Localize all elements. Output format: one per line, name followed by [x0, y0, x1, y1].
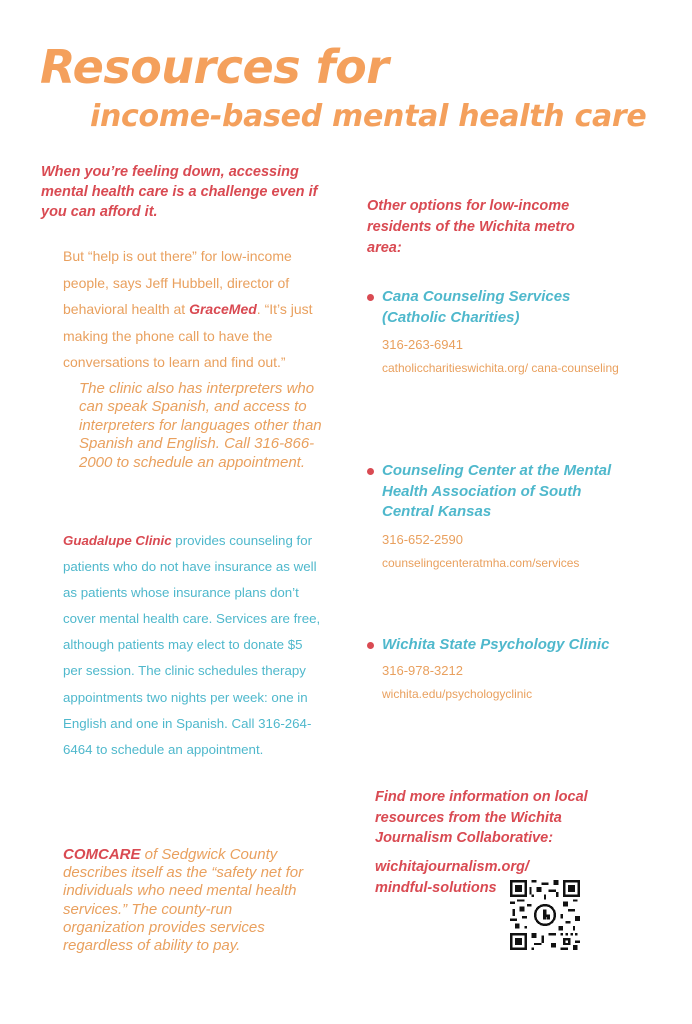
- resource-mha-counseling-center: [367, 461, 627, 572]
- quote-text-start: But “help is out there” for low-income people, says Jeff Hubbell, director of behavioral health at: [63, 248, 292, 317]
- qr-code-icon: [510, 880, 580, 950]
- intro-text: When you’re feeling down, accessing mental health care is a challenge even if you can afford it.: [41, 164, 318, 220]
- resource-phone: 316-978-3212: [382, 662, 463, 678]
- guadalupe-clinic-text: provides counseling for patients who do not have insurance as well as patients whose insurance plans don’t cover mental health care. Services are free, although patients may elect to donate $5 per session. The clinic schedules therapy appointments two nights per week: one in English and one in Spanish. Call 316-264-6464 to schedule an appointment.: [63, 533, 321, 757]
- resource-name: Wichita State Psychology Clinic: [367, 635, 627, 656]
- resource-cana-counseling: [367, 287, 627, 377]
- quote-text-end: . “It’s just making the phone call to have the conversations to learn and find out.”: [63, 301, 313, 370]
- find-more-info: Find more information on local resources from the Wichita Journalism Collaborative:: [375, 789, 588, 846]
- comcare-text: of Sedgwick County describes itself as the “safety net for individuals who need mental health services.” The county-run organization provides services regardless of ability to pay.: [63, 846, 304, 955]
- other-options-heading: Other options for low-income residents of the Wichita metro area:: [367, 198, 575, 256]
- resource-wsu-psychology-clinic: [367, 635, 627, 703]
- resource-name: Cana Counseling Services (Catholic Charities): [367, 287, 627, 328]
- comcare-name: COMCARE: [63, 846, 141, 863]
- resource-url: wichita.edu/psychologyclinic: [382, 686, 533, 701]
- collaborative-website: wichitajournalism.org/ mindful-solutions: [375, 859, 529, 896]
- resource-phone: 316-263-6941: [382, 337, 463, 352]
- bullet-icon: [367, 468, 374, 475]
- guadalupe-clinic-name: Guadalupe Clinic: [63, 533, 172, 548]
- resource-url: counselingcenteratmha.com/services: [382, 555, 580, 570]
- gracemed-name: GraceMed: [189, 301, 257, 317]
- resource-phone: 316-652-2590: [382, 531, 463, 547]
- guadalupe-clinic-paragraph: [63, 528, 325, 763]
- page-title: Resources for: [40, 40, 389, 94]
- interpreter-note: The clinic also has interpreters who can speak Spanish, and access to interpreters for languages other than Spanish and English. Call 316-866-2000 to schedule an appointment.: [79, 380, 322, 471]
- bullet-icon: [367, 294, 374, 301]
- resource-url: catholiccharitieswichita.org/ cana-counseling: [382, 361, 619, 375]
- bullet-icon: [367, 642, 374, 649]
- page-subtitle: income-based mental health care: [90, 99, 647, 134]
- resource-name: Counseling Center at the Mental Health Association of South Central Kansas: [367, 461, 627, 523]
- comcare-paragraph: [63, 846, 313, 955]
- gracemed-quote: [63, 243, 328, 376]
